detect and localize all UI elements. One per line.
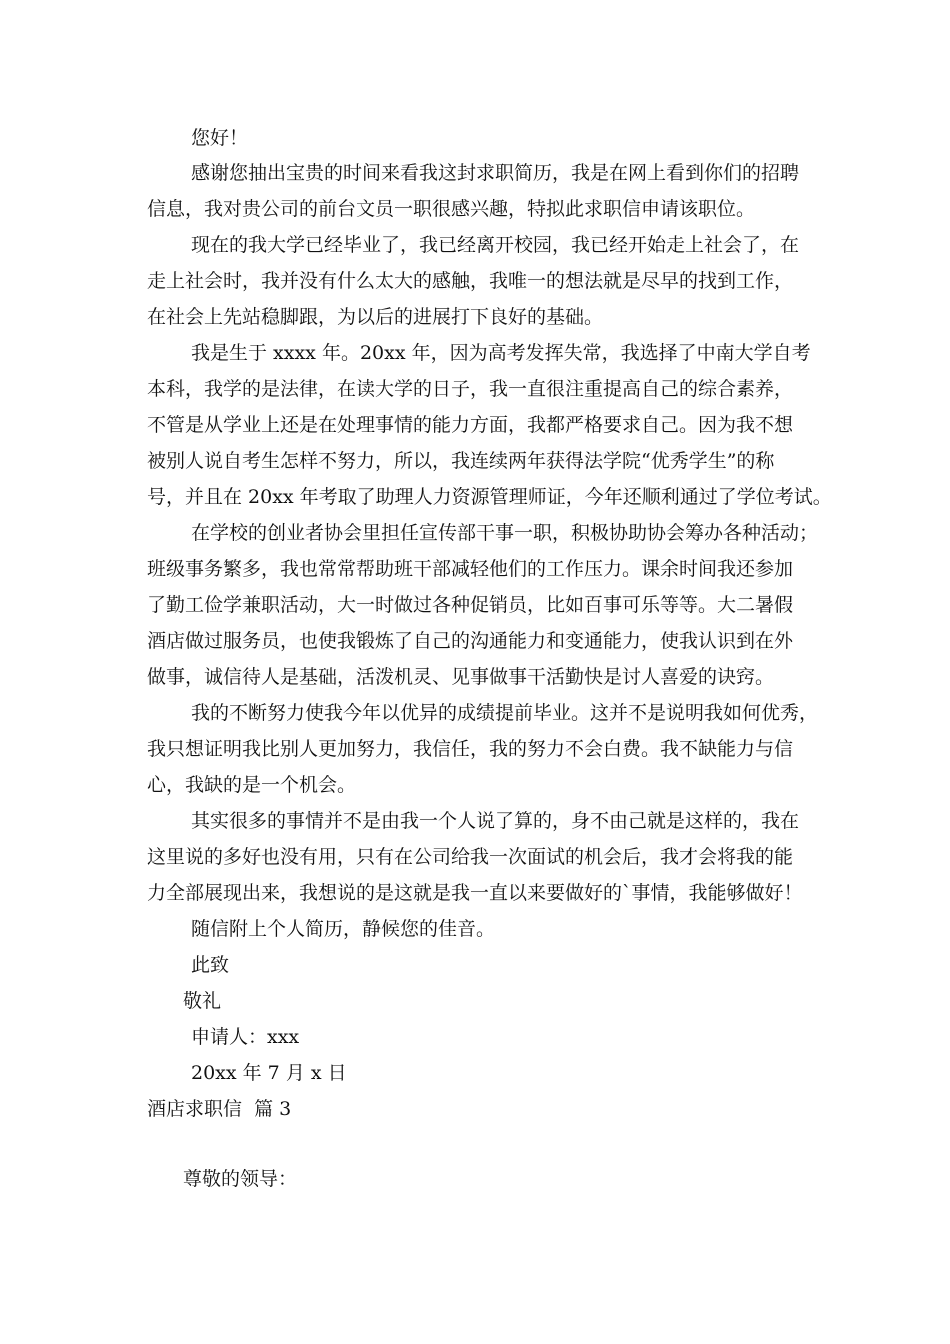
paragraph-line: 在学校的创业者协会里担任宣传部干事一职，积极协助协会筹办各种活动； [191,522,819,544]
paragraph-line: 其实很多的事情并不是由我一个人说了算的，身不由己就是这样的，我在 [191,810,800,832]
salutation-line: 此致 [191,954,230,976]
paragraph-line: 我是生于 xxxx 年。20xx 年，因为高考发挥失常，我选择了中南大学自考 [191,342,811,364]
greeting-line: 您好！ [191,127,249,149]
paragraph-line: 酒店做过服务员，也使我锻炼了自己的沟通能力和变通能力，使我认识到在外 [147,630,794,652]
paragraph-line: 了勤工俭学兼职活动，大一时做过各种促销员，比如百事可乐等等。大二暑假 [147,594,794,616]
paragraph-line: 这里说的多好也没有用，只有在公司给我一次面试的机会后，我才会将我的能 [147,846,794,868]
date-line: 20xx 年 7 月 x 日 [191,1062,347,1084]
paragraph-line: 我只想证明我比别人更加努力，我信任，我的努力不会白费。我不缺能力与信 [147,738,794,760]
paragraph-line: 本科，我学的是法律，在读大学的日子，我一直很注重提高自己的综合素养， [147,378,794,400]
greeting-line: 尊敬的领导： [183,1168,298,1190]
paragraph-line: 信息，我对贵公司的前台文员一职很感兴趣，特拟此求职信申请该职位。 [147,198,756,220]
paragraph-line: 不管是从学业上还是在处理事情的能力方面，我都严格要求自己。因为我不想 [147,414,794,436]
closing-line: 随信附上个人简历，静候您的佳音。 [191,918,496,940]
paragraph-line: 心，我缺的是一个机会。 [147,774,357,796]
signature-line: 申请人：xxx [191,1026,300,1048]
paragraph-line: 感谢您抽出宝贵的时间来看我这封求职简历，我是在网上看到你们的招聘 [191,162,800,184]
paragraph-line: 力全部展现出来，我想说的是这就是我一直以来要做好的`事情，我能够做好！ [147,882,803,904]
paragraph-line: 被别人说自考生怎样不努力，所以，我连续两年获得法学院“优秀学生”的称 [147,450,775,472]
paragraph-line: 在社会上先站稳脚跟，为以后的进展打下良好的基础。 [147,306,604,328]
section-heading: 酒店求职信 篇 3 [147,1098,292,1120]
paragraph-line: 号，并且在 20xx 年考取了助理人力资源管理师证，今年还顺利通过了学位考试。 [147,486,832,508]
salutation-line: 敬礼 [183,990,222,1012]
paragraph-line: 做事，诚信待人是基础，活泼机灵、见事做事干活勤快是讨人喜爱的诀窍。 [147,666,775,688]
paragraph-line: 班级事务繁多，我也常常帮助班干部减轻他们的工作压力。课余时间我还参加 [147,558,794,580]
paragraph-line: 走上社会时，我并没有什么太大的感触，我唯一的想法就是尽早的找到工作， [147,270,794,292]
paragraph-line: 我的不断努力使我今年以优异的成绩提前毕业。这并不是说明我如何优秀， [191,702,819,724]
paragraph-line: 现在的我大学已经毕业了，我已经离开校园，我已经开始走上社会了，在 [191,234,800,256]
